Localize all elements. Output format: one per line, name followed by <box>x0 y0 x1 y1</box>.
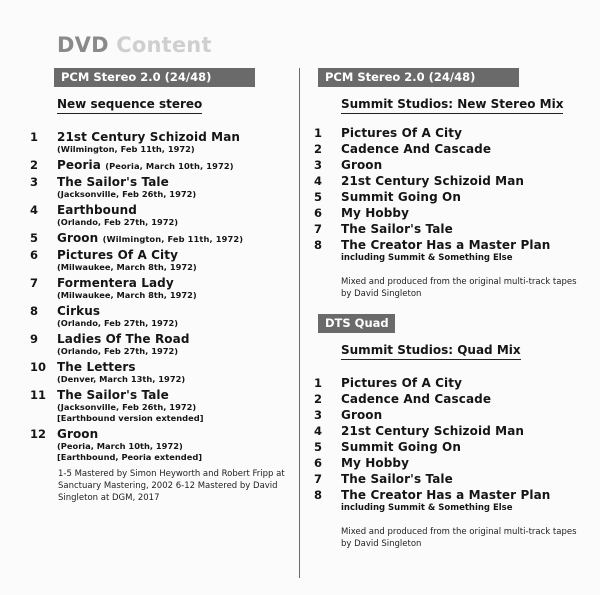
track-title: Summit Going On <box>341 190 461 204</box>
track-item <box>30 304 292 329</box>
track-number: 5 <box>314 190 323 204</box>
track-title: The Sailor's Tale <box>341 472 453 486</box>
track-title: Earthbound <box>57 203 138 217</box>
track-detail: (Peoria, March 10th, 1972) <box>105 161 234 171</box>
track-title: Ladies Of The Road <box>57 332 190 346</box>
page-title-dvd: DVD <box>57 33 109 57</box>
track-title: My Hobby <box>341 456 410 470</box>
left-column <box>30 68 292 466</box>
track-detail: (Orlando, Feb 27th, 1972) <box>57 217 179 227</box>
track-number: 3 <box>30 175 39 189</box>
track-detail: (Jacksonville, Feb 26th, 1972) <box>57 402 197 412</box>
track-title: Groon <box>341 408 383 422</box>
track-item <box>30 360 292 385</box>
track-detail: (Jacksonville, Feb 26th, 1972) <box>57 189 197 199</box>
track-number: 2 <box>30 158 39 172</box>
track-number: 7 <box>314 222 323 236</box>
track-item <box>30 332 292 357</box>
track-title: Summit Going On <box>341 440 461 454</box>
right-column <box>314 68 594 550</box>
track-title: My Hobby <box>341 206 410 220</box>
track-title: The Sailor's Tale <box>57 175 169 189</box>
track-item <box>314 408 594 422</box>
track-item <box>30 175 292 200</box>
track-number: 3 <box>314 158 323 172</box>
track-item <box>314 238 594 264</box>
track-item <box>314 174 594 188</box>
track-number: 1 <box>30 130 39 144</box>
track-title: The Creator Has a Master Plan <box>341 238 551 252</box>
track-item <box>30 231 292 245</box>
track-detail: (Wilmington, Feb 11th, 1972) <box>57 144 195 154</box>
mastering-note: 1-5 Mastered by Simon Heyworth and Robert Fripp at Sanctuary Mastering, 2002 6-12 Mastered by David Singleton at DGM, 2017 <box>58 469 285 503</box>
track-number: 1 <box>314 376 323 390</box>
track-number: 6 <box>30 248 39 262</box>
track-extra-note: [Earthbound version extended] <box>57 413 204 423</box>
track-title: The Sailor's Tale <box>57 388 169 402</box>
track-number: 2 <box>314 142 323 156</box>
track-detail: (Milwaukee, March 8th, 1972) <box>57 290 197 300</box>
track-item <box>314 126 594 140</box>
track-item <box>30 130 292 155</box>
track-number: 4 <box>30 203 39 217</box>
track-title: 21st Century Schizoid Man <box>341 424 525 438</box>
track-number: 4 <box>314 424 323 438</box>
section-title-quad-mix: Summit Studios: Quad Mix <box>341 343 521 360</box>
track-title: Pictures Of A City <box>341 376 463 390</box>
track-item <box>30 158 292 172</box>
track-number: 5 <box>314 440 323 454</box>
track-title: Cadence And Cascade <box>341 392 492 406</box>
track-title: 21st Century Schizoid Man <box>341 174 525 188</box>
track-number: 7 <box>314 472 323 486</box>
track-item <box>314 190 594 204</box>
track-item <box>30 248 292 273</box>
track-number: 1 <box>314 126 323 140</box>
tracklist-quad-mix <box>314 376 594 514</box>
track-item <box>314 392 594 406</box>
track-item <box>314 222 594 236</box>
track-title: Pictures Of A City <box>57 248 179 262</box>
track-item <box>314 158 594 172</box>
track-item <box>30 427 292 463</box>
track-detail: (Denver, March 13th, 1972) <box>57 374 186 384</box>
track-number: 8 <box>314 488 323 502</box>
track-title: Cirkus <box>57 304 101 318</box>
track-title: Cadence And Cascade <box>341 142 492 156</box>
track-number: 7 <box>30 276 39 290</box>
track-extra-note: [Earthbound, Peoria extended] <box>57 452 203 462</box>
page-title-content: Content <box>116 33 212 57</box>
track-number: 3 <box>314 408 323 422</box>
track-item <box>314 206 594 220</box>
track-number: 2 <box>314 392 323 406</box>
track-number: 4 <box>314 174 323 188</box>
track-number: 8 <box>314 238 323 252</box>
track-number: 10 <box>30 360 47 374</box>
format-bar-pcm-right: PCM Stereo 2.0 (24/48) <box>318 68 519 87</box>
track-detail: (Peoria, March 10th, 1972) <box>57 441 183 451</box>
column-divider <box>299 68 300 578</box>
track-title: The Sailor's Tale <box>341 222 453 236</box>
format-bar-dts: DTS Quad <box>318 314 395 333</box>
track-title: The Letters <box>57 360 136 374</box>
page-title <box>57 33 212 57</box>
track-title: Groon (Wilmington, Feb 11th, 1972) <box>57 231 244 245</box>
track-detail: (Wilmington, Feb 11th, 1972) <box>102 234 244 244</box>
track-subtitle: including Summit & Something Else <box>341 253 513 263</box>
track-item <box>314 142 594 156</box>
track-number: 6 <box>314 206 323 220</box>
track-item <box>314 376 594 390</box>
mix-note-quad: Mixed and produced from the original multi-track tapes by David Singleton <box>341 527 577 549</box>
track-item <box>30 276 292 301</box>
section-title-stereo-mix: Summit Studios: New Stereo Mix <box>341 97 563 114</box>
track-item <box>30 388 292 424</box>
track-item <box>314 488 594 514</box>
track-title: Formentera Lady <box>57 276 174 290</box>
tracklist-new-sequence <box>30 130 292 463</box>
track-title: The Creator Has a Master Plan <box>341 488 551 502</box>
format-bar-pcm: PCM Stereo 2.0 (24/48) <box>54 68 255 87</box>
track-title: Groon <box>341 158 383 172</box>
track-item <box>314 424 594 438</box>
section-title-new-sequence: New sequence stereo <box>57 97 202 114</box>
track-subtitle: including Summit & Something Else <box>341 503 513 513</box>
track-title: Groon <box>57 427 99 441</box>
track-number: 6 <box>314 456 323 470</box>
track-item <box>314 440 594 454</box>
track-detail: (Orlando, Feb 27th, 1972) <box>57 318 179 328</box>
track-item <box>314 456 594 470</box>
track-item <box>314 472 594 486</box>
track-detail: (Milwaukee, March 8th, 1972) <box>57 262 197 272</box>
track-number: 5 <box>30 231 39 245</box>
track-number: 9 <box>30 332 39 346</box>
track-number: 8 <box>30 304 39 318</box>
track-item <box>30 203 292 228</box>
track-title: 21st Century Schizoid Man <box>57 130 241 144</box>
track-title: Peoria (Peoria, March 10th, 1972) <box>57 158 234 172</box>
track-detail: (Orlando, Feb 27th, 1972) <box>57 346 179 356</box>
track-number: 12 <box>30 427 47 441</box>
track-title: Pictures Of A City <box>341 126 463 140</box>
mix-note-stereo: Mixed and produced from the original multi-track tapes by David Singleton <box>341 277 577 299</box>
track-number: 11 <box>30 388 47 402</box>
tracklist-stereo-mix <box>314 126 594 264</box>
